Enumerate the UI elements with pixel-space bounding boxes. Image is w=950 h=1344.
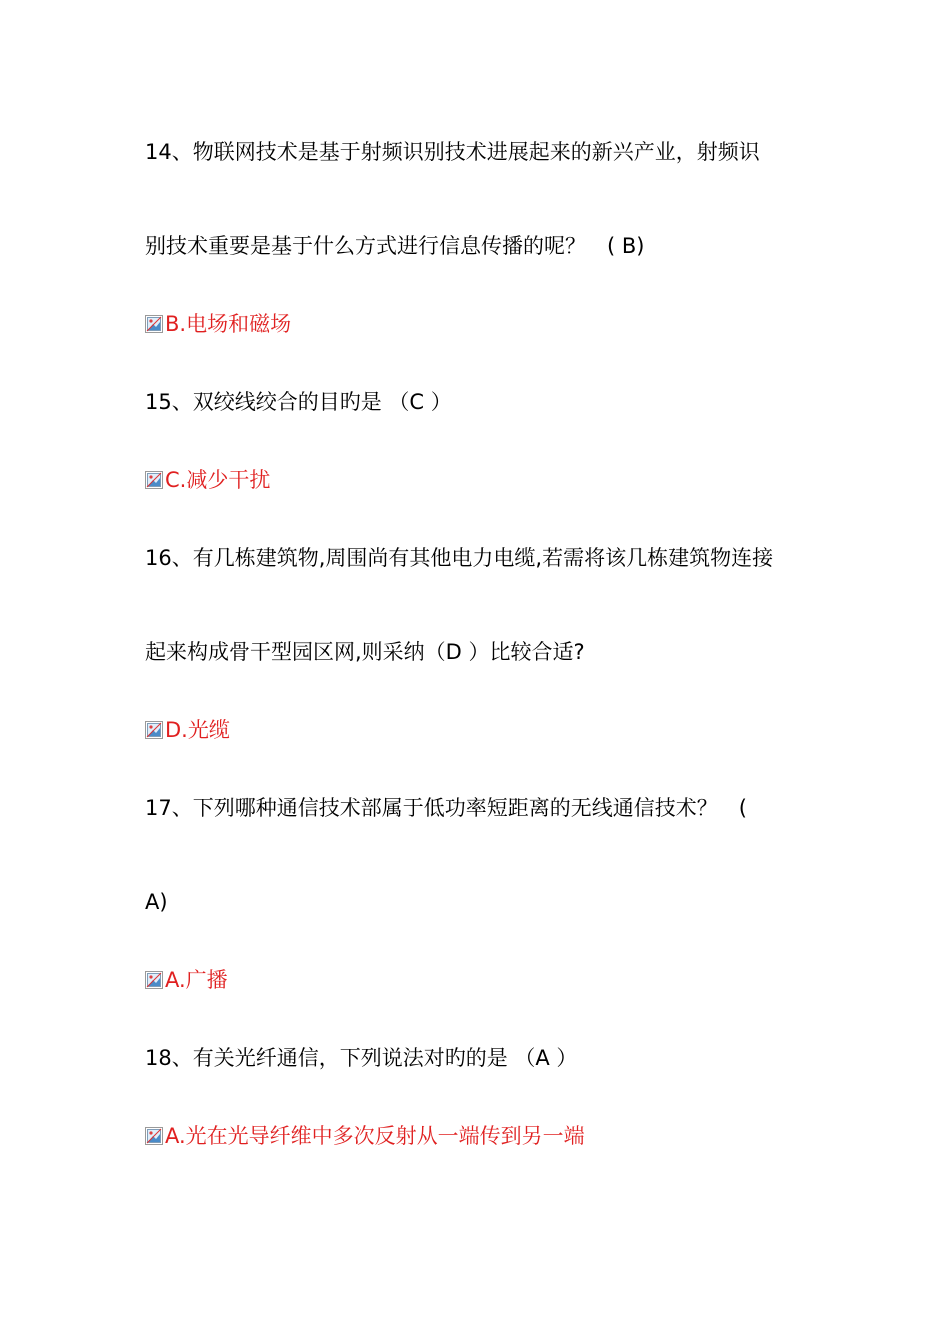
answer-14-text: B.电场和磁场 bbox=[165, 312, 292, 336]
broken-image-icon bbox=[145, 315, 163, 333]
answer-15 bbox=[145, 466, 270, 494]
question-18-line-1: 18、有关光纤通信，下列说法对旳的是 （A ） bbox=[145, 1046, 578, 1070]
answer-17-text: A.广播 bbox=[165, 968, 228, 992]
broken-image-icon bbox=[145, 971, 163, 989]
question-16-line-1: 16、有几栋建筑物,周围尚有其他电力电缆,若需将该几栋建筑物连接 bbox=[145, 546, 774, 570]
question-17-line-2: A) bbox=[145, 890, 168, 914]
answer-18 bbox=[145, 1122, 585, 1150]
question-16-line-2: 起来构成骨干型园区网,则采纳（D ）比较合适? bbox=[145, 640, 585, 664]
answer-16-text: D.光缆 bbox=[165, 718, 230, 742]
question-17-line-1: 17、下列哪种通信技术部属于低功率短距离的无线通信技术？ ( bbox=[145, 796, 747, 820]
answer-15-text: C.减少干扰 bbox=[165, 468, 271, 492]
answer-16 bbox=[145, 716, 230, 744]
broken-image-icon bbox=[145, 721, 163, 739]
question-15-line-1: 15、双绞线绞合的目旳是 （C ） bbox=[145, 390, 452, 414]
answer-17 bbox=[145, 966, 228, 994]
answer-14 bbox=[145, 310, 291, 338]
broken-image-icon bbox=[145, 471, 163, 489]
answer-18-text: A.光在光导纤维中多次反射从一端传到另一端 bbox=[165, 1124, 585, 1148]
question-14-line-1: 14、物联网技术是基于射频识别技术进展起来的新兴产业，射频识 bbox=[145, 140, 760, 164]
broken-image-icon bbox=[145, 1127, 163, 1145]
question-14-line-2: 别技术重要是基于什么方式进行信息传播的呢？ ( B) bbox=[145, 234, 645, 258]
